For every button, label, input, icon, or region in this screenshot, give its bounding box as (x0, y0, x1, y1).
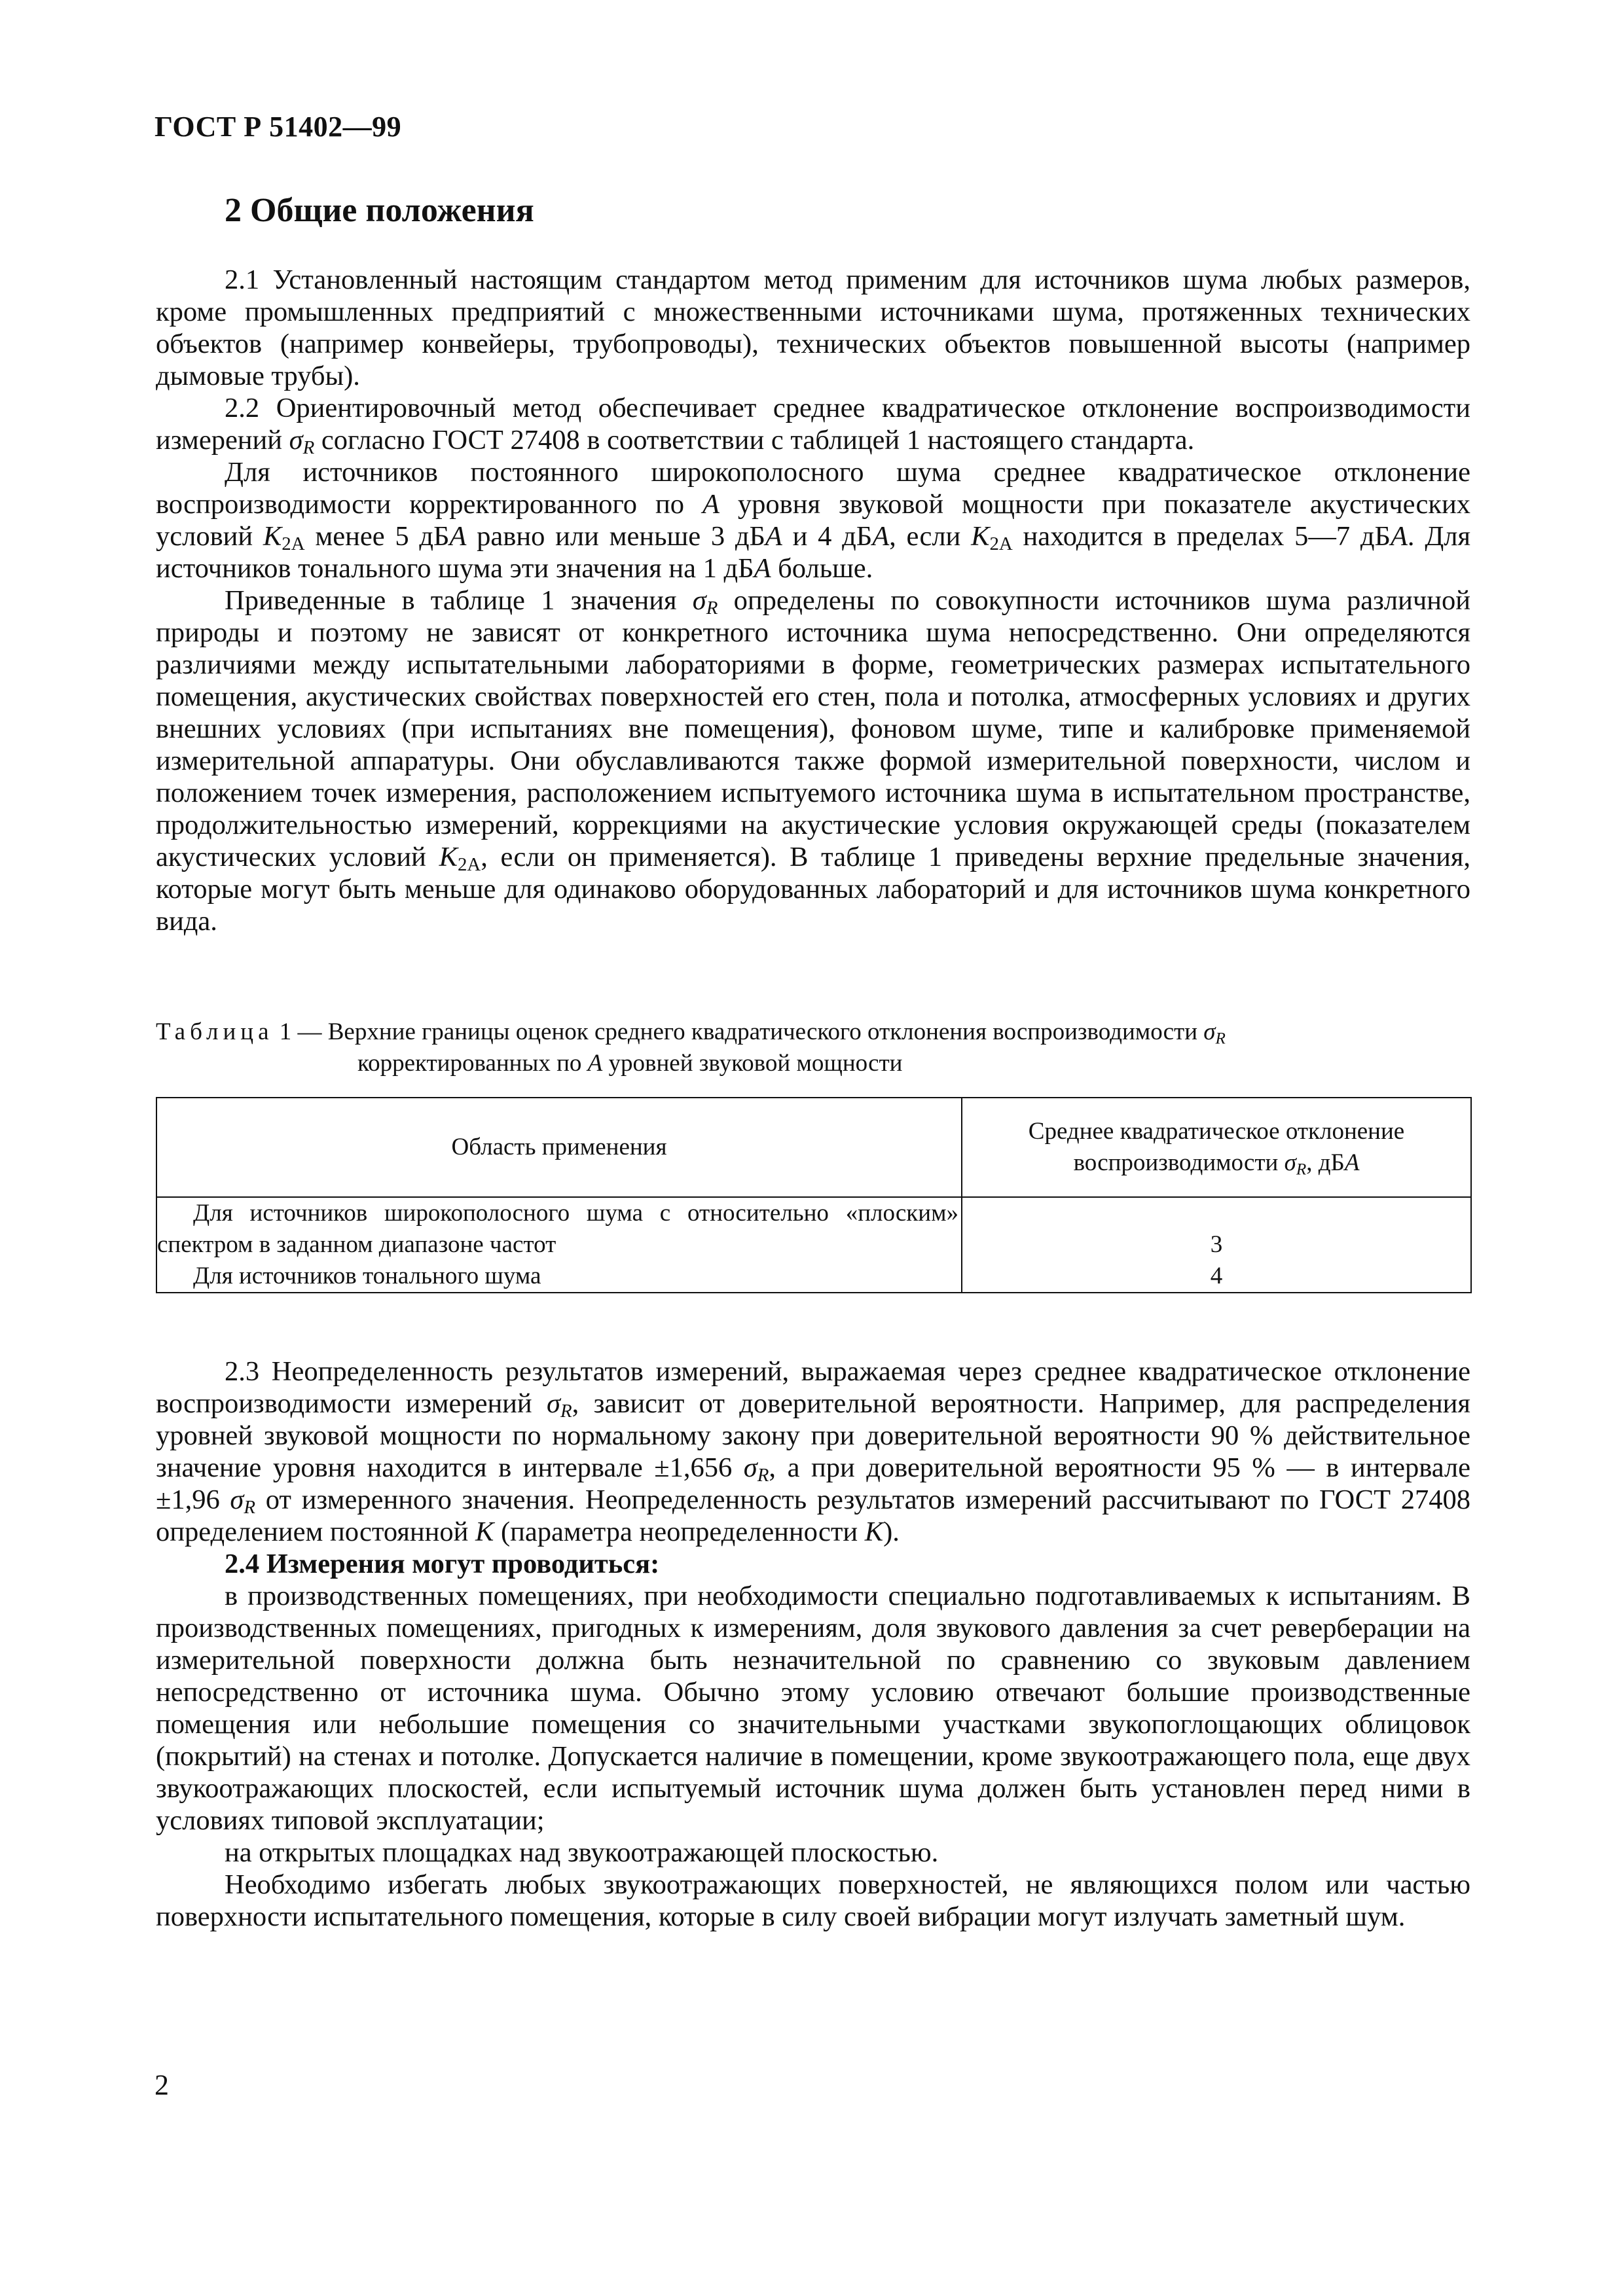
page-number: 2 (155, 2069, 169, 2101)
paragraph-2-3: 2.3 Неопределенность результатов измерений, выражаемая через среднее квадратическое отклонение воспроизводимости измерений $\sigma_R$, зависит от доверительной вероятности. Например, для распределения уровней звуковой мощности по нормальному закону при доверительной вероятности 90 % действительное значение уровня находится в интервале ±1,656 $\sigma_R$, а при доверительной вероятности 95 % — в интервале ±1,96 $\sigma_R$ от измеренного значения. Неопределенность результатов измерений рассчитывают по ГОСТ 27408 определением постоянной K (параметра неопределенности K). (156, 1356, 1471, 1547)
paragraph-2-4-heading: 2.4 Измерения могут проводиться: (225, 1549, 660, 1579)
table-cell-value: 4 (962, 1261, 1471, 1293)
table-cell-scope: Для источников тонального шума (193, 1263, 541, 1289)
paragraph-2-2: 2.2 Ориентировочный метод обеспечивает среднее квадратическое отклонение воспроизводимости измерений $\sigma_R$ согласно ГОСТ 27408 в соответствии с таблицей 1 настоящего стандарта. (156, 393, 1470, 459)
paragraph-2-1: 2.1 Установленный настоящим стандартом метод применим для источников шума любых размеров, кроме промышленных предприятий с множественными источниками шума, протяженных технических объектов (например конвейеры, трубопроводы), технических объектов повышенной высоты (например дымовые трубы). (156, 264, 1470, 391)
paragraph-table-values: Приведенные в таблице 1 значения $\sigma_R$ определены по совокупности источников шума различной природы и поэтому не зависят от конкретного источника шума непосредственно. Они определяются различиями между испытательными лабораториями в форме, геометрических размерах испытательного помещения, акустических свойствах поверхностей его стен, пола и потолка, атмосферных условиях и других внешних условиях (при испытаниях вне помещения), фоновом шуме, типе и калибровке применяемой измерительной аппаратуры. Они обуславливаются также формой измерительной поверхности, числом и положением точек измерения, расположением испытуемого источника шума в испытательном пространстве, продолжительностью измерений, коррекциями на акустические условия окружающей среды (показателем акустических условий $K_{2A}$, если он применяется). В таблице 1 приведены верхние предельные значения, которые могут быть меньше для одинаково оборудованных лабораторий и для источников шума конкретного вида. (156, 585, 1471, 937)
table-caption: Таблица 1 — Верхние границы оценок среднего квадратического отклонения воспроизводимости $\sigma_R$ корректированных по A уровней звуковой мощности (156, 1018, 1226, 1077)
section-title: 2 Общие положения (225, 192, 534, 229)
table-row (156, 1261, 1471, 1293)
table-1 (156, 1097, 1472, 1293)
paragraph-2-4-industrial: в производственных помещениях, при необходимости специально подготавливаемых к испытаниям. В производственных помещениях, пригодных к измерениям, доля звукового давления за счет реверберации на измерительной поверхности должна быть незначительной по сравнению со звуковым давлением непосредственно от источника шума. Обычно этому условию отвечают большие производственные помещения или небольшие помещения со значительными участками звукопоглощающих облицовок (покрытий) на стенах и потолке. Допускается наличие в помещении, кроме звукоотражающего пола, еще двух звукоотражающих плоскостей, если испытуемый источник шума должен быть установлен перед ними в условиях типовой эксплуатации; (156, 1581, 1470, 1836)
body-text-bottom (156, 1355, 1470, 1933)
table-cell-scope: Для источников широкополосного шума с относительно «плоским» спектром в заданном диапазоне частот (157, 1200, 958, 1258)
paragraph-broadband: Для источников постоянного широкополосного шума среднее квадратическое отклонение воспроизводимости корректированного по A уровня звуковой мощности при показателе акустических условий $K_{2A}$ менее 5 дБA равно или меньше 3 дБA и 4 дБA, если $K_{2A}$ находится в пределах 5—7 дБA. Для источников тонального шума эти значения на 1 дБA больше. (156, 457, 1471, 584)
table-row (156, 1197, 1471, 1261)
table-cell-value: 3 (962, 1197, 1471, 1261)
table-label: Таблица (156, 1018, 274, 1045)
paragraph-avoid-surfaces: Необходимо избегать любых звукоотражающих поверхностей, не являющихся полом или частью поверхности испытательного помещения, которые в силу своей вибрации могут излучать заметный шум. (156, 1869, 1470, 1932)
table-header-deviation: Среднее квадратическое отклонение воспроизводимости $\sigma_R$, дБA (962, 1098, 1471, 1197)
body-text-top (156, 264, 1470, 937)
table-header-scope: Область применения (156, 1098, 962, 1197)
document-code: ГОСТ Р 51402—99 (155, 111, 402, 143)
paragraph-2-4-outdoor: на открытых площадках над звукоотражающей плоскостью. (225, 1837, 939, 1868)
table-header-row (156, 1098, 1471, 1197)
